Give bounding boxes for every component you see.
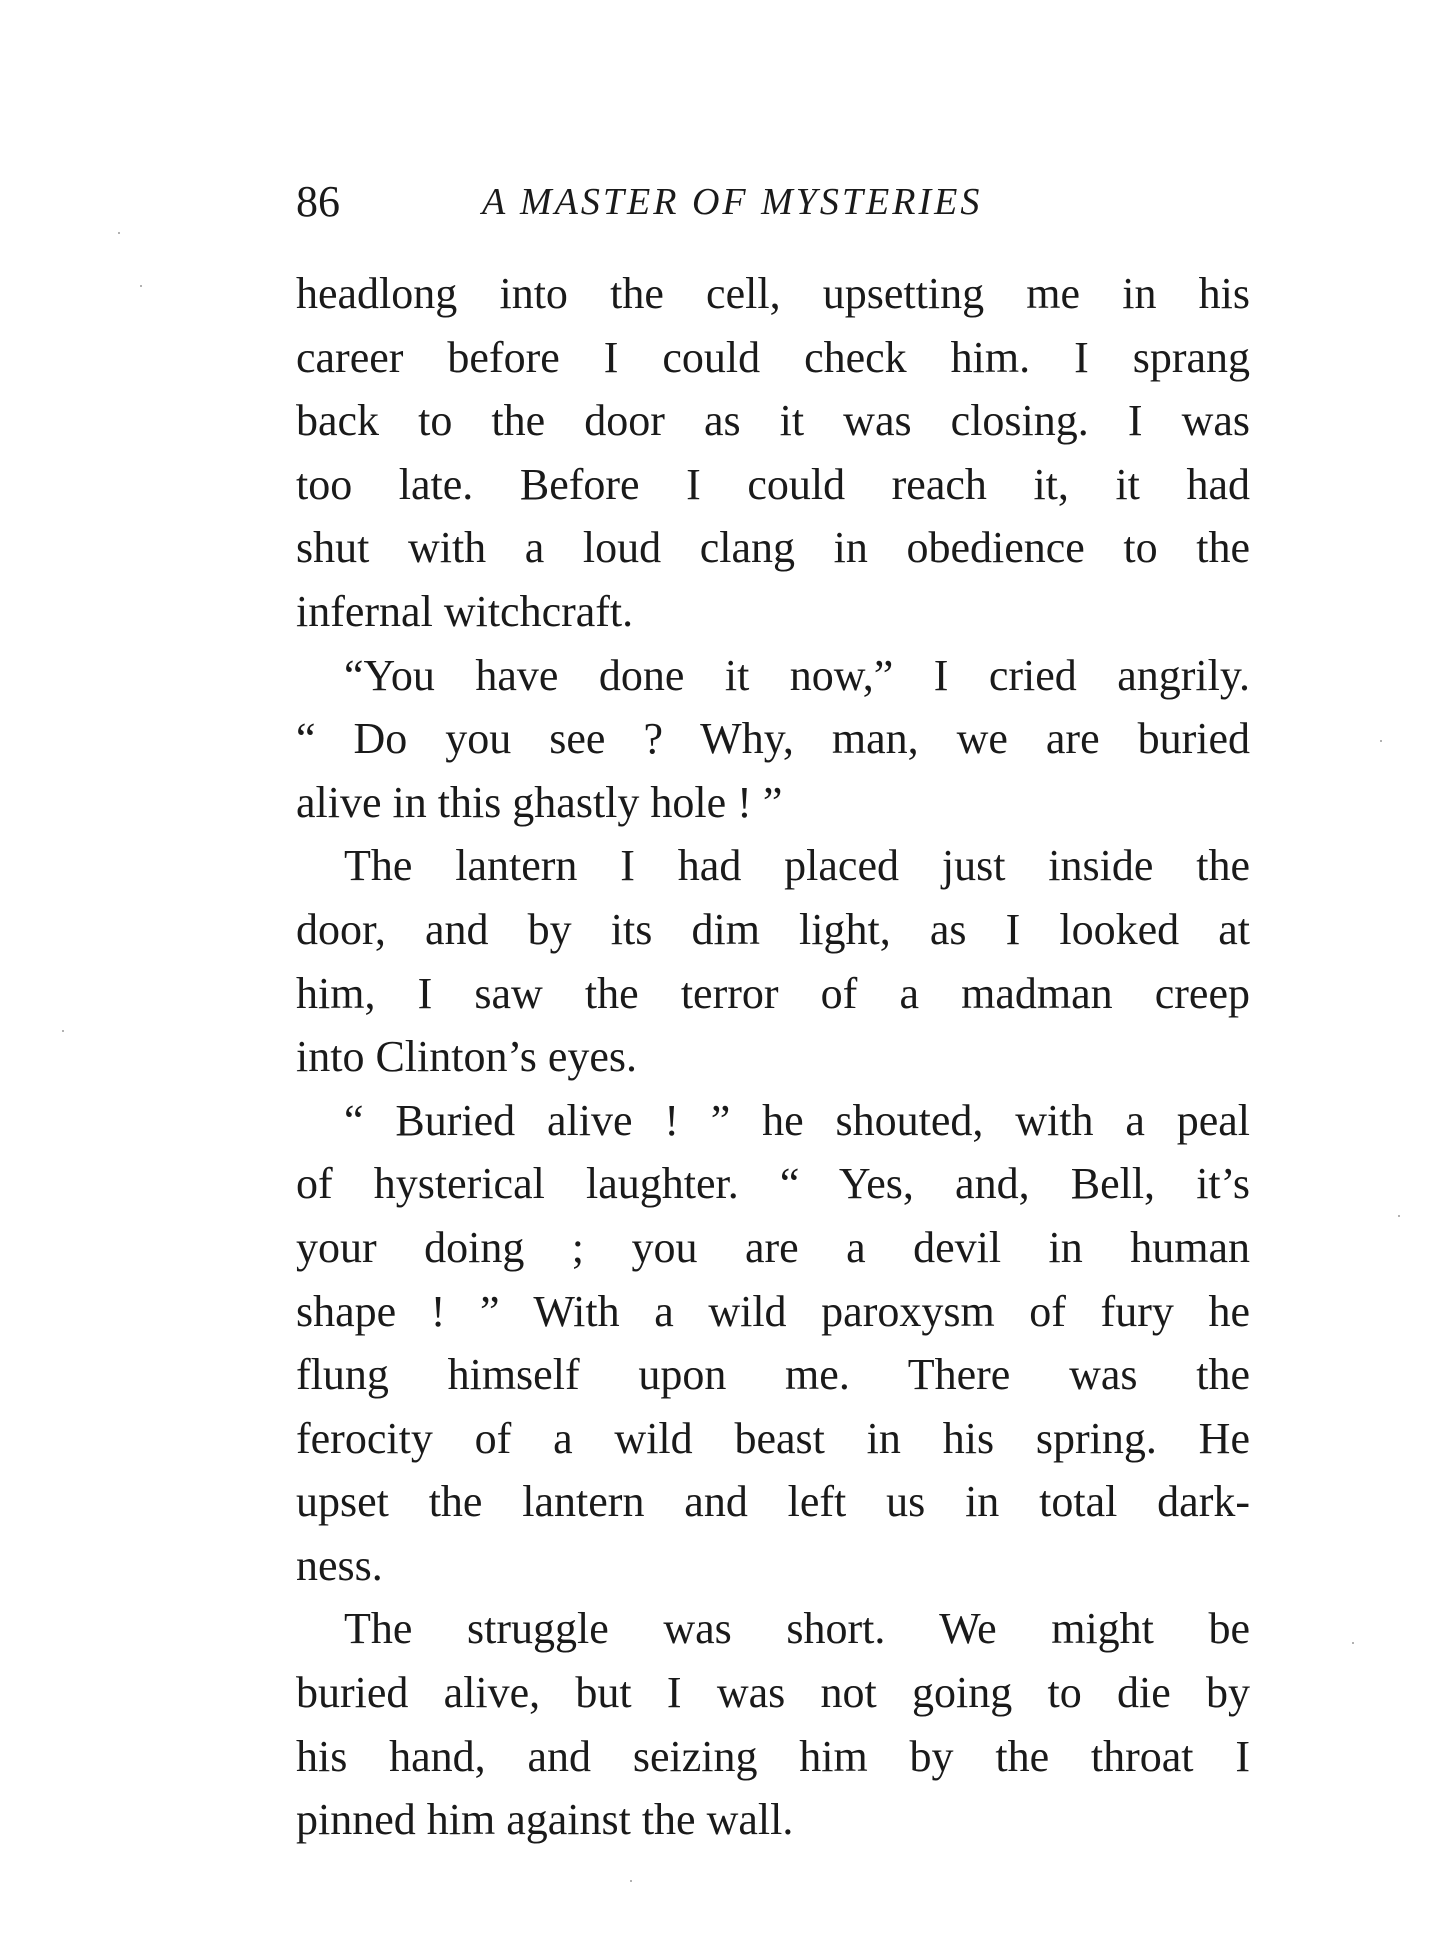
text-line: ness. [296, 1540, 383, 1590]
paragraph [296, 644, 1250, 835]
paragraph [296, 834, 1250, 1088]
scan-speck [630, 1880, 632, 1882]
text-line: “ Buried alive ! ” he shouted, with a peal [344, 1095, 1250, 1145]
running-header [296, 172, 1250, 232]
text-line: shut with a loud clang in obedience to the [296, 523, 1250, 573]
text-line: back to the door as it was closing. I was [296, 396, 1250, 446]
text-line: “ Do you see ? Why, man, we are buried [296, 714, 1250, 764]
running-title: A MASTER OF MYSTERIES [482, 181, 983, 223]
text-line: into Clinton’s eyes. [296, 1032, 637, 1082]
text-line: your doing ; you are a devil in human [296, 1222, 1250, 1272]
text-line: him, I saw the terror of a madman creep [296, 968, 1250, 1018]
text-line: buried alive, but I was not going to die by [296, 1668, 1250, 1718]
page-number: 86 [296, 177, 340, 226]
text-line: upset the lantern and left us in total dark- [296, 1477, 1250, 1527]
text-line: alive in this ghastly hole ! ” [296, 777, 783, 827]
text-line: pinned him against the wall. [296, 1795, 794, 1845]
text-line: of hysterical laughter. “ Yes, and, Bell, it’s [296, 1159, 1250, 1209]
text-line: The lantern I had placed just inside the [344, 841, 1250, 891]
text-line: flung himself upon me. There was the [296, 1350, 1250, 1400]
scan-speck [62, 1030, 64, 1032]
text-line: career before I could check him. I sprang [296, 332, 1250, 382]
body-text [296, 262, 1250, 1852]
text-line: door, and by its dim light, as I looked at [296, 904, 1250, 954]
text-line: “You have done it now,” I cried angrily. [344, 650, 1250, 700]
scan-speck [1398, 1215, 1400, 1217]
text-line: The struggle was short. We might be [344, 1604, 1250, 1654]
scan-speck [118, 232, 120, 234]
text-line: ferocity of a wild beast in his spring. He [296, 1413, 1250, 1463]
text-line: his hand, and seizing him by the throat I [296, 1731, 1250, 1781]
scan-speck [1352, 1642, 1354, 1644]
text-line: infernal witchcraft. [296, 586, 634, 636]
paragraph [296, 1089, 1250, 1598]
scan-speck [1380, 740, 1382, 742]
text-line: shape ! ” With a wild paroxysm of fury he [296, 1286, 1250, 1336]
paragraph [296, 1597, 1250, 1851]
text-line: headlong into the cell, upsetting me in his [296, 269, 1250, 318]
scan-speck [140, 285, 142, 287]
paragraph [296, 262, 1250, 644]
text-line: too late. Before I could reach it, it had [296, 459, 1250, 509]
